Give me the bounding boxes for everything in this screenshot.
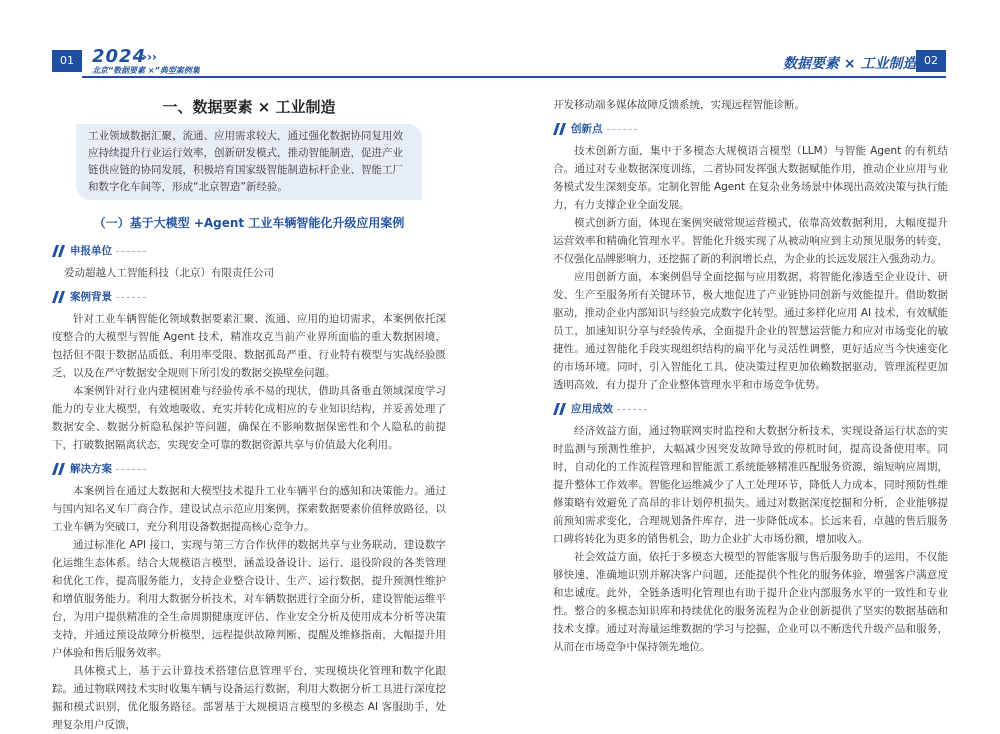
section-heading [553, 400, 948, 418]
paragraph: 通过标准化 API 接口，实现与第三方合作伙伴的数据共享与业务联动，建设数字化运维生态体系。结合大规模语言模型，涵盖设备设计、运行、退役阶段的各类管理和优化工作，提高服务能力，支持企业整合设计、生产、运行数据，提升预测性维护和增值服务能力。利用大数据分析技术，对车辆数据进行全面分析，建设智能运维平台，为用户提供精准的全生命周期健康度评估、作业安全分析及使用成本分析等决策支持，并通过预设故障分析模型，远程提供故障判断、提醒及维修指南，大幅提升用户体验和售后服务效率。 [52, 539, 446, 659]
section-label: 创新点 [571, 123, 603, 135]
section-divider [607, 129, 637, 130]
left-page-number: 01 [52, 50, 82, 72]
left-column [52, 96, 446, 734]
section-divider [617, 409, 647, 410]
applicant-name: 爱动超越人工智能科技（北京）有限责任公司 [64, 267, 274, 279]
paragraph: 针对工业车辆智能化领域数据要素汇聚、流通、应用的迫切需求，本案例依托深度整合的大模型与智能 Agent 技术，精准攻克当前产业界所面临的重大数据困境，包括但不限于数据品质低、利用率受限、数据孤岛严重、行业特有模型与实战经验匮乏，以及在严守数据安全规则下所引发的数据交换壁垒问题。 [52, 313, 446, 379]
section-label: 案例背景 [70, 291, 112, 303]
double-slash-icon [52, 291, 66, 303]
paragraph: 本案例旨在通过大数据和大模型技术提升工业车辆平台的感知和决策能力。通过与国内知名叉车厂商合作，建设试点示范应用案例，探索数据要素价值释放路径，以工业车辆为突破口，充分利用设备数据提高核心竞争力。 [52, 485, 446, 533]
logo-subtitle: 北京“数据要素 ×”典型案例集 [92, 66, 200, 75]
section-heading [52, 242, 446, 260]
logo-arrows: ››› [142, 50, 157, 64]
paragraph: 应用创新方面，本案例倡导全面挖掘与应用数据，将智能化渗透至企业设计、研发、生产至服务所有关键环节，极大地促进了产业链协同创新与效能提升。借助数据驱动，推动企业内部知识与经验完成数字化转型。通过多样化应用 AI 技术，有效赋能员工，加速知识分享与经验传承，全面提升企业的智慧运营能力和应对市场变化的敏捷性。通过智能化手段实现组织结构的扁平化与灵活性调整，更好适应当今快速变化的市场环境。同时，引入智能化工具，使决策过程更加依赖数据驱动，管理流程更加透明高效，有力提升了企业整体管理水平和市场竞争优势。 [553, 271, 948, 391]
section-heading [553, 120, 948, 138]
double-slash-icon [553, 123, 567, 135]
right-column [553, 96, 948, 656]
running-title: 数据要素 × 工业制造 [783, 56, 917, 72]
header-rule [500, 76, 946, 78]
section-heading [52, 460, 446, 478]
double-slash-icon [553, 403, 567, 415]
section-label: 申报单位 [70, 245, 112, 257]
paragraph: 模式创新方面，体现在案例突破常规运营模式，依靠高效数据利用，大幅度提升运营效率和精确化管理水平。智能化升级实现了从被动响应到主动预见服务的转变，不仅强化品牌影响力，还挖掘了新的利润增长点，为企业的长远发展注入强劲动力。 [553, 217, 948, 265]
paragraph: 社会效益方面，依托于多模态大模型的智能客服与售后服务助手的运用，不仅能够快速、准确地识别并解决客户问题，还能提供个性化的服务体验，增强客户满意度和忠诚度。此外，全链条透明化管理也有助于提升企业内部服务水平的一致性和专业性。整合的多模态知识库和持续优化的服务流程为企业创新提供了坚实的数据基础和技术支撑。通过对海量运维数据的学习与挖掘，企业可以不断迭代升级产品和服务，从而在市场竞争中保持领先地位。 [553, 551, 948, 653]
section-label: 解决方案 [70, 463, 112, 475]
header-rule [82, 76, 500, 78]
logo-year: 2024 [92, 46, 147, 67]
section-divider [116, 297, 146, 298]
header-right [500, 50, 1000, 78]
paragraph: 具体模式上，基于云计算技术搭建信息管理平台，实现模块化管理和数字化跟踪。通过物联网技术实时收集车辆与设备运行数据，利用大数据分析工具进行深度挖掘和模式识别，优化服务路径。部署基于大规模语言模型的多模态 AI 客服助手，处理复杂用户反馈， [52, 665, 446, 731]
paragraph: 本案例针对行业内建模困难与经验传承不易的现状，借助具备垂直领域深度学习能力的专业大模型，有效地吸收、充实并转化成相应的专业知识结构，并妥善处理了数据安全、数据分析隐私保护等问题，确保在不影响数据保密性和个人隐私的前提下，打破数据隔离状态，实现安全可靠的数据资源共享与价值最大化利用。 [52, 385, 446, 451]
section-label: 应用成效 [571, 403, 613, 415]
double-slash-icon [52, 245, 66, 257]
right-page-number: 02 [916, 50, 946, 72]
paragraph: 技术创新方面，集中于多模态大规模语言模型（LLM）与智能 Agent 的有机结合。通过对专业数据深度训练，二者协同发挥强大数据赋能作用，推动企业应用与业务模式发生深刻变革。定制化智能 Agent 在复杂业务场景中体现出高效决策与执行能力，有力支撑企业全面发展。 [553, 145, 948, 211]
double-slash-icon [52, 463, 66, 475]
paragraph-continuation: 开发移动端多媒体故障反馈系统，实现远程智能诊断。 [553, 99, 805, 111]
section-divider [116, 251, 146, 252]
paragraph: 经济效益方面，通过物联网实时监控和大数据分析技术，实现设备运行状态的实时监测与预测性维护，大幅减少因突发故障导致的停机时间，提高设备使用率。同时，自动化的工作流程管理和智能派工系统能够精准匹配服务资源，缩短响应周期，提升整体工作效率。智能化运维减少了人工处理环节，降低人力成本，同时预防性维修策略有效避免了高昂的非计划停机损失。通过对数据深度挖掘和分析，企业能够提前预知需求变化，合理规划备件库存，进一步降低成本。长远来看，卓越的售后服务口碑将转化为更多的销售机会，助力企业扩大市场份额，增加收入。 [553, 425, 948, 545]
case-title: （一）基于大模型 +Agent 工业车辆智能化升级应用案例 [93, 216, 405, 230]
intro-box: 工业领域数据汇聚、流通、应用需求较大，通过强化数据协同复用效应持续提升行业运行效率，创新研发模式，推动智能制造，促进产业链供应链的协同发展，积极培育国家级智能制造标杆企业、智能工厂和数字化车间等，形成“北京智造”新经验。 [76, 124, 422, 200]
section-heading [52, 288, 446, 306]
header-left [0, 46, 500, 78]
section-divider [116, 469, 146, 470]
chapter-title: 一、数据要素 × 工业制造 [162, 98, 336, 116]
